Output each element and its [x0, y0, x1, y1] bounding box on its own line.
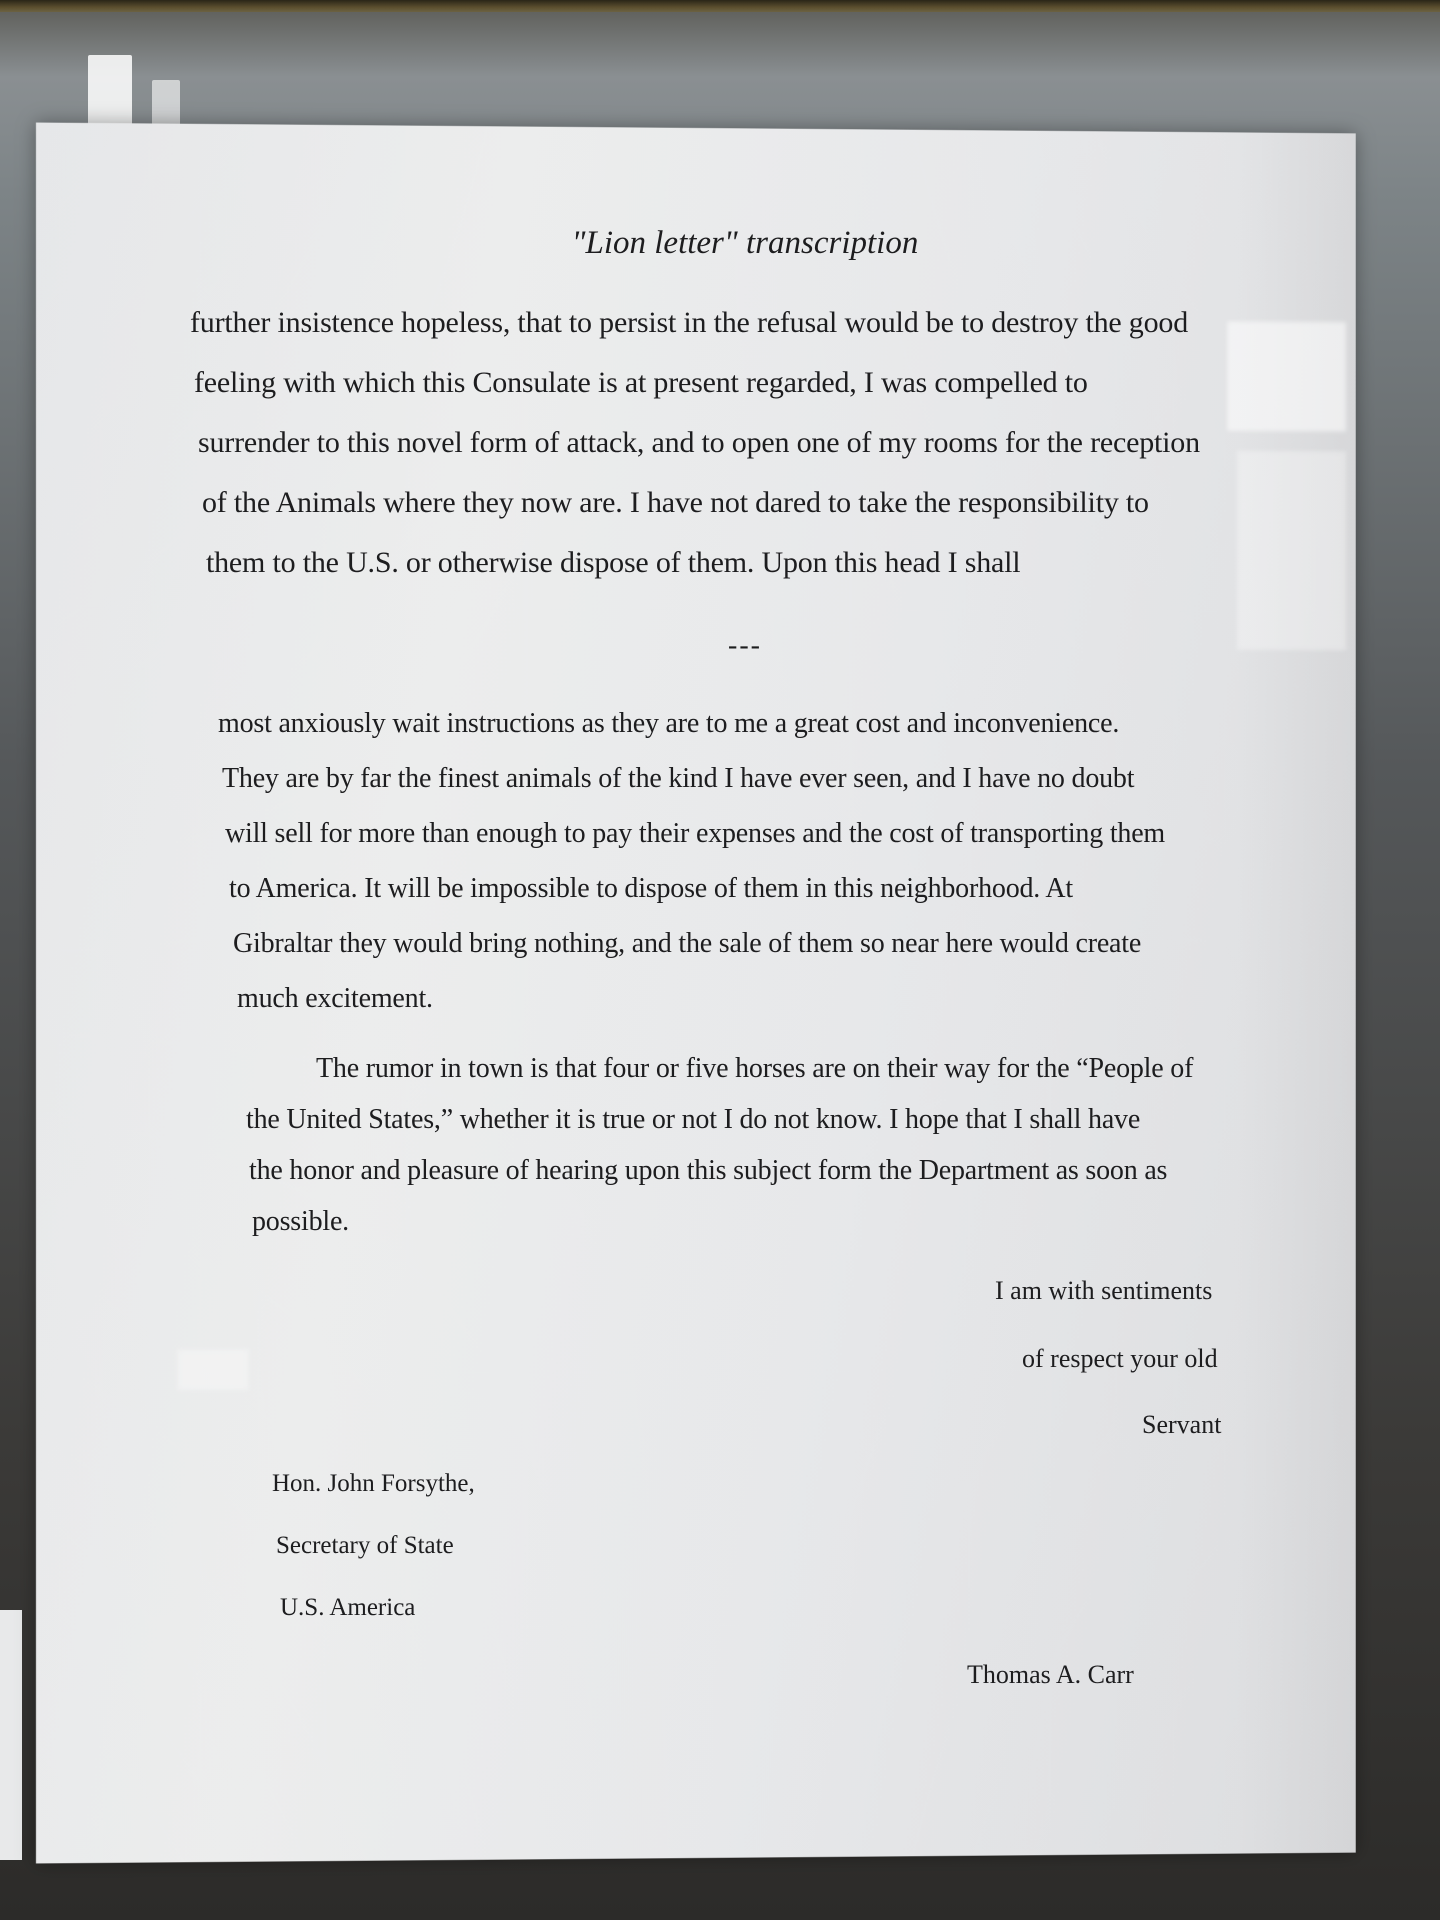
paragraph2-line: most anxiously wait instructions as they are to me a great cost and inconvenience. [218, 708, 1120, 739]
paragraph3-line: The rumor in town is that four or five horses are on their way for the “People of [316, 1053, 1194, 1084]
paragraph3-line: the United States,” whether it is true or not I do not know. I hope that I shall have [246, 1104, 1141, 1135]
closing-line: of respect your old [1022, 1344, 1218, 1373]
paragraph1-line: of the Animals where they now are. I have not dared to take the responsibility to [202, 486, 1149, 519]
paragraph1-line: feeling with which this Consulate is at present regarded, I was compelled to [194, 366, 1088, 399]
paragraph2-line: much excitement. [237, 983, 433, 1014]
document-title: "Lion letter" transcription [571, 225, 919, 261]
paragraph2-line: to America. It will be impossible to dispose of them in this neighborhood. At [229, 873, 1073, 904]
addressee-line: U.S. America [280, 1594, 416, 1621]
closing-line: Servant [1142, 1410, 1222, 1439]
paragraph3-line: the honor and pleasure of hearing upon this subject form the Department as soon as [249, 1155, 1168, 1186]
addressee-line: Secretary of State [276, 1532, 454, 1559]
addressee-line: Hon. John Forsythe, [272, 1470, 475, 1497]
paragraph1-line: surrender to this novel form of attack, and to open one of my rooms for the reception [198, 426, 1200, 459]
signature: Thomas A. Carr [967, 1660, 1134, 1689]
paragraph2-line: will sell for more than enough to pay their expenses and the cost of transporting them [225, 818, 1166, 849]
section-separator: --- [728, 630, 762, 661]
paragraph1-line: further insistence hopeless, that to persist in the refusal would be to destroy the good [190, 306, 1189, 339]
paragraph2-line: They are by far the finest animals of the kind I have ever seen, and I have no doubt [222, 763, 1135, 794]
closing-line: I am with sentiments [995, 1276, 1213, 1305]
paragraph3-line: possible. [252, 1206, 349, 1237]
paragraph2-line: Gibraltar they would bring nothing, and the sale of them so near here would create [233, 928, 1142, 959]
paragraph1-line: them to the U.S. or otherwise dispose of them. Upon this head I shall [206, 546, 1021, 579]
